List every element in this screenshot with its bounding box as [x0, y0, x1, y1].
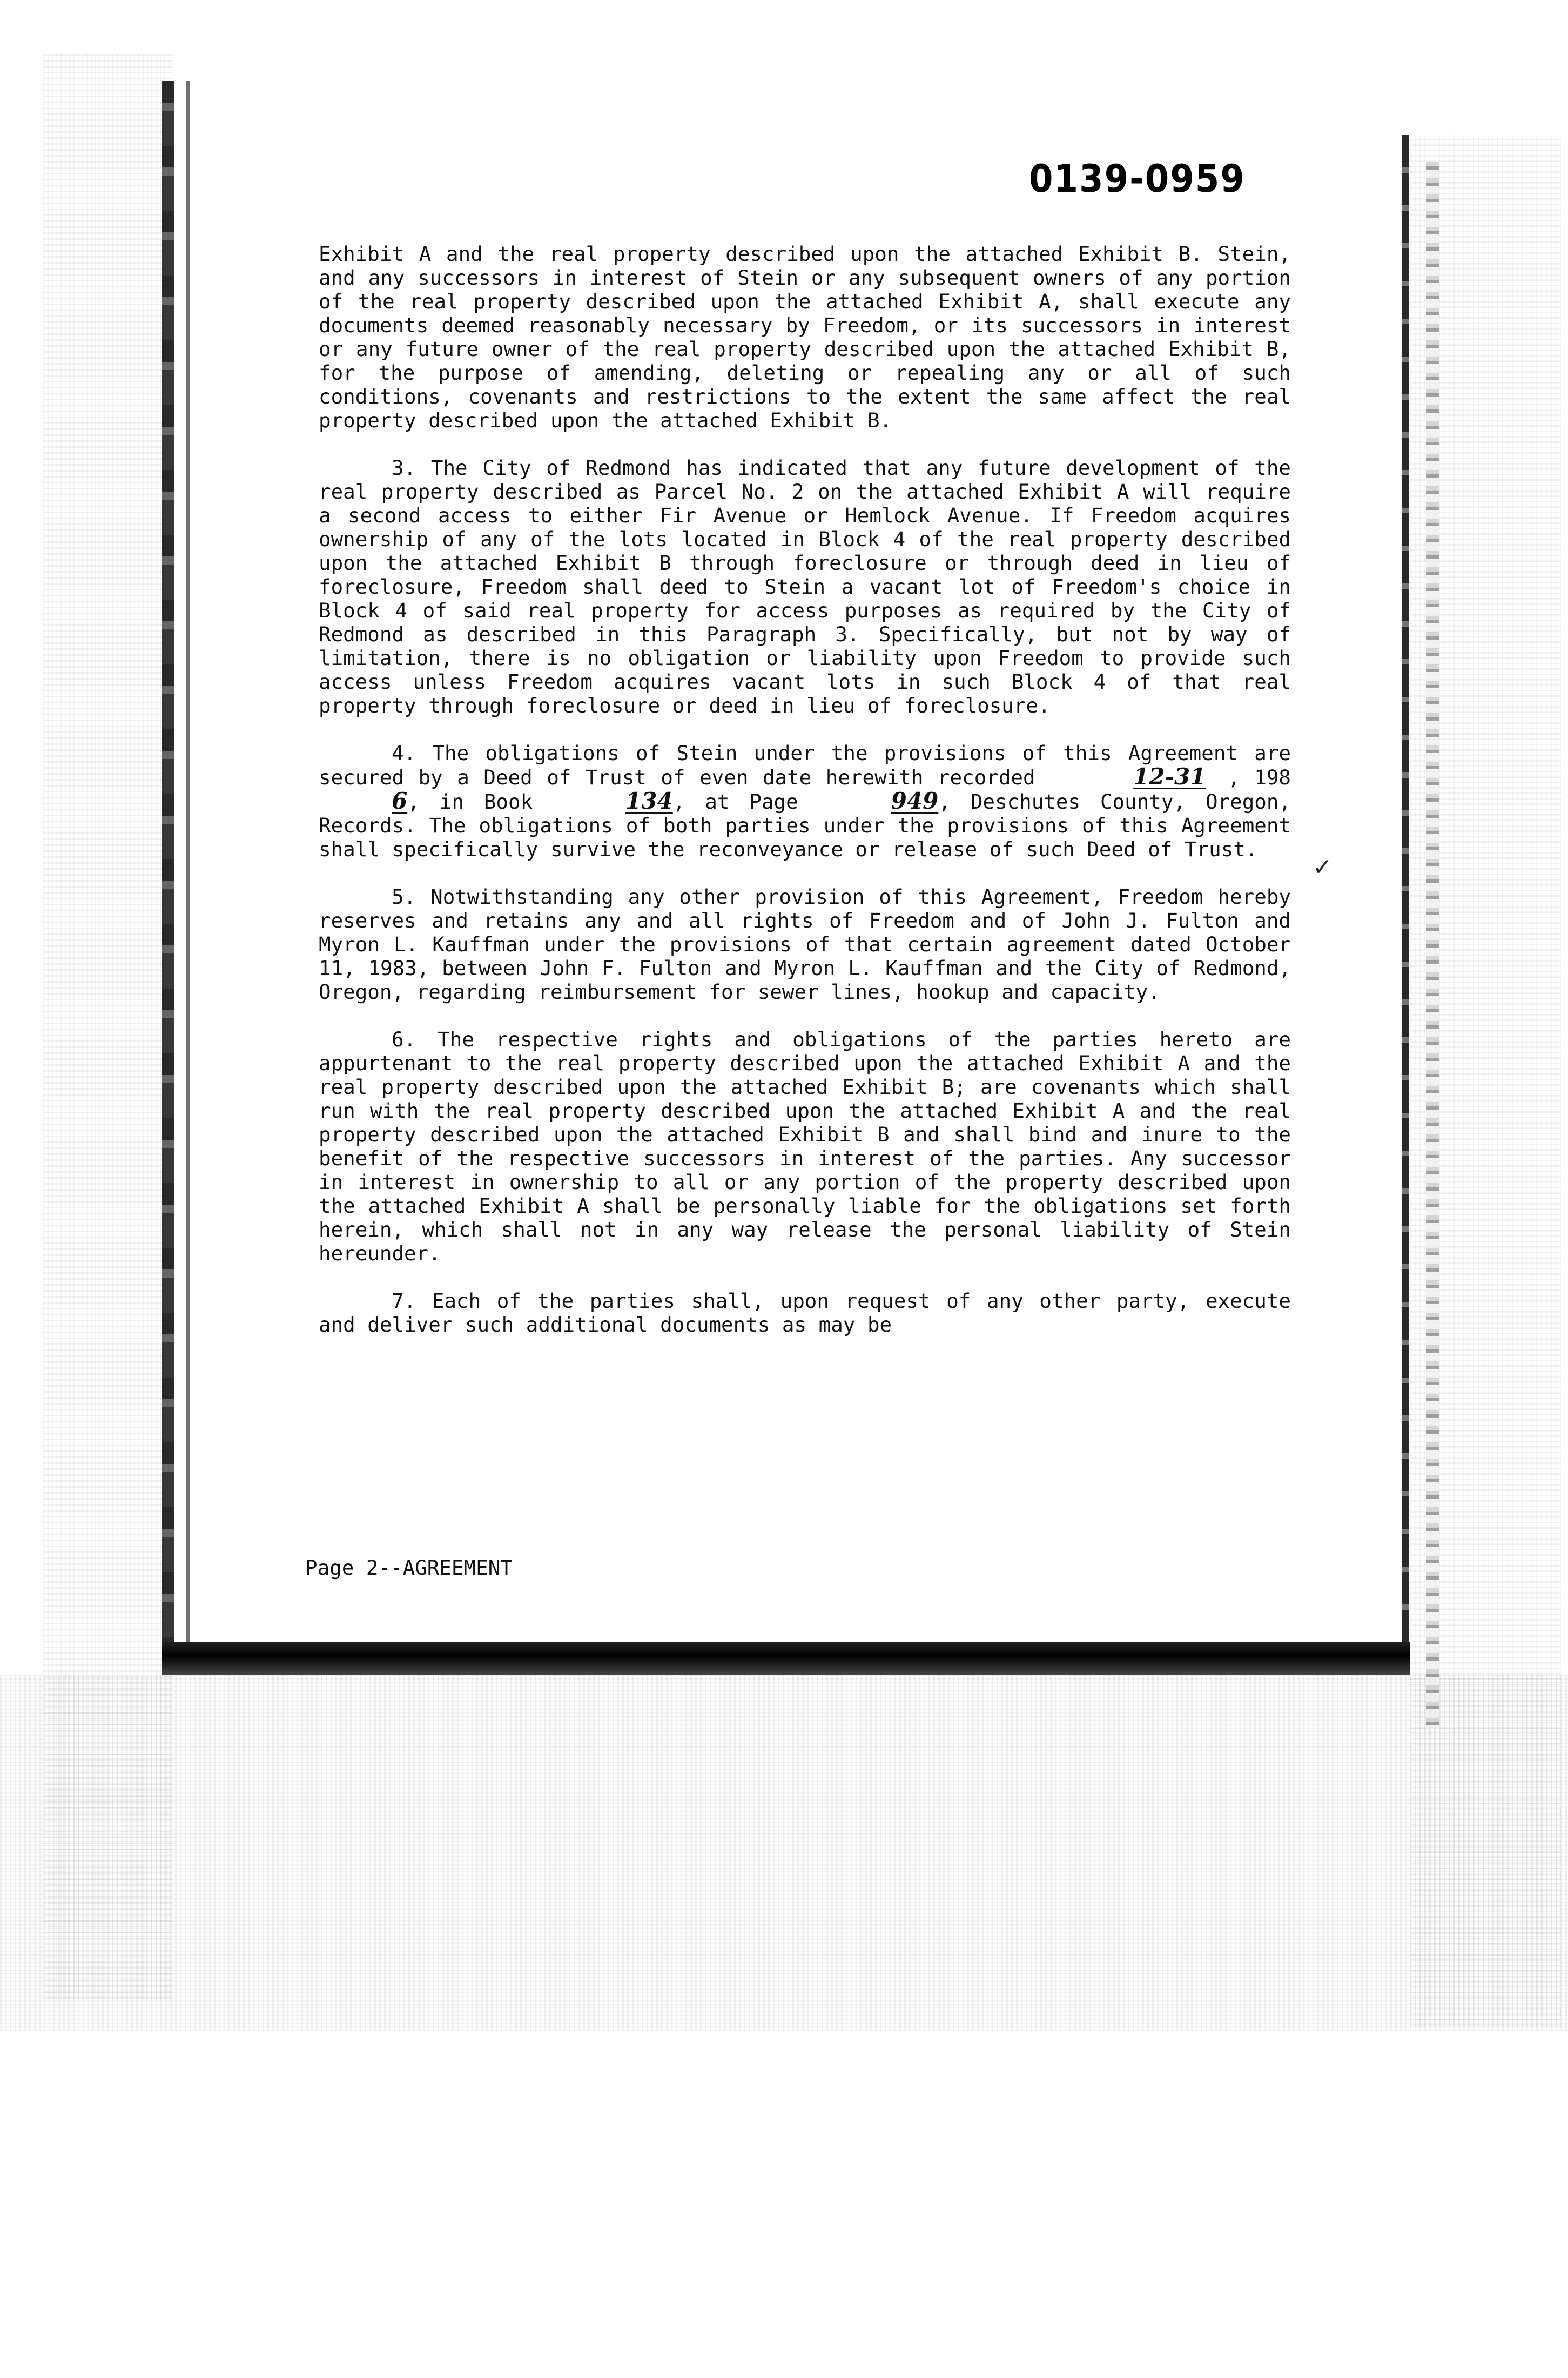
- paragraph-4-text-5: , Deschutes County, Oregon, Records. The obligations of both parties under the provisions of this Agreement shall specifically survive the reconveyance or release of such Deed of Trust.: [319, 790, 1291, 861]
- scan-edge-left: [162, 81, 174, 1675]
- paragraph-intro: Exhibit A and the real property described upon the attached Exhibit B. Stein, and any successors in interest of Stein or any subsequent owners of any portion of the real property described upon the attached Exhibit A, shall execute any documents deemed reasonably necessary by Freedom, or its successors in interest or any future owner of the real property described upon the attached Exhibit B, for the purpose of amending, deleting or repealing any or all of such conditions, covenants and restrictions to the extent the same affect the real property described upon the attached Exhibit B.: [319, 242, 1291, 432]
- page-footer: Page 2--AGREEMENT: [305, 1556, 513, 1580]
- paragraph-6: 6. The respective rights and obligations of the parties hereto are appurtenant to the real property described upon the attached Exhibit A and the real property described upon the attached Exhibit B; are covenants which shall run with the real property described upon the attached Exhibit A and the real property described upon the attached Exhibit B and shall bind and inure to the benefit of the respective successors in interest of the parties. Any successor in interest in ownership to all or any portion of the property described upon the attached Exhibit A shall be personally liable for the obligations set forth herein, which shall not in any way release the personal liability of Stein hereunder.: [319, 1027, 1291, 1265]
- handwritten-page-number: 949: [891, 788, 939, 814]
- scan-edge-right-strip: [1426, 162, 1439, 1729]
- scan-bottom-bar: [162, 1642, 1410, 1675]
- document-number: 0139-0959: [1029, 157, 1246, 201]
- scan-edge-right: [1402, 135, 1409, 1675]
- check-mark-icon: ✓: [1313, 854, 1333, 881]
- paragraph-3: 3. The City of Redmond has indicated that any future development of the real property described as Parcel No. 2 on the attached Exhibit A will require a second access to either Fir Avenue or Hemlock Avenue. If Freedom acquires ownership of any of the lots located in Block 4 of the real property described upon the attached Exhibit B through foreclosure or through deed in lieu of foreclosure, Freedom shall deed to Stein a vacant lot of Freedom's choice in Block 4 of said real property for access purposes as required by the City of Redmond as described in this Paragraph 3. Specifically, but not by way of limitation, there is no obligation or liability upon Freedom to provide such access unless Freedom acquires vacant lots in such Block 4 of that real property through foreclosure or deed in lieu of foreclosure.: [319, 456, 1291, 717]
- scan-noise-bottom: [0, 1675, 1568, 2031]
- handwritten-year-digit: 6: [392, 788, 408, 814]
- paragraph-4-text-4: , at Page: [672, 790, 818, 814]
- paragraph-4-text-3: , in Book: [407, 790, 553, 814]
- paragraph-4-text-1: 4. The obligations of Stein under the provisions of this Agreement are secured by a Deed of Trust of even date herewith recorded: [319, 741, 1291, 789]
- paragraph-4: [319, 741, 1291, 861]
- handwritten-recorded-date: 12-31: [1133, 763, 1206, 790]
- paragraph-5: 5. Notwithstanding any other provision of this Agreement, Freedom hereby reserves and retains any and all rights of Freedom and of John J. Fulton and Myron L. Kauffman under the provisions of that certain agreement dated October 11, 1983, between John F. Fulton and Myron L. Kauffman and the City of Redmond, Oregon, regarding reimbursement for sewer lines, hookup and capacity.: [319, 885, 1291, 1004]
- scan-edge-left-line: [186, 81, 190, 1675]
- paragraph-4-text-2: , 198: [1228, 765, 1291, 789]
- paragraph-7: 7. Each of the parties shall, upon request of any other party, execute and deliver such additional documents as may be: [319, 1289, 1291, 1336]
- handwritten-book-number: 134: [625, 788, 673, 814]
- agreement-body: [319, 242, 1291, 1360]
